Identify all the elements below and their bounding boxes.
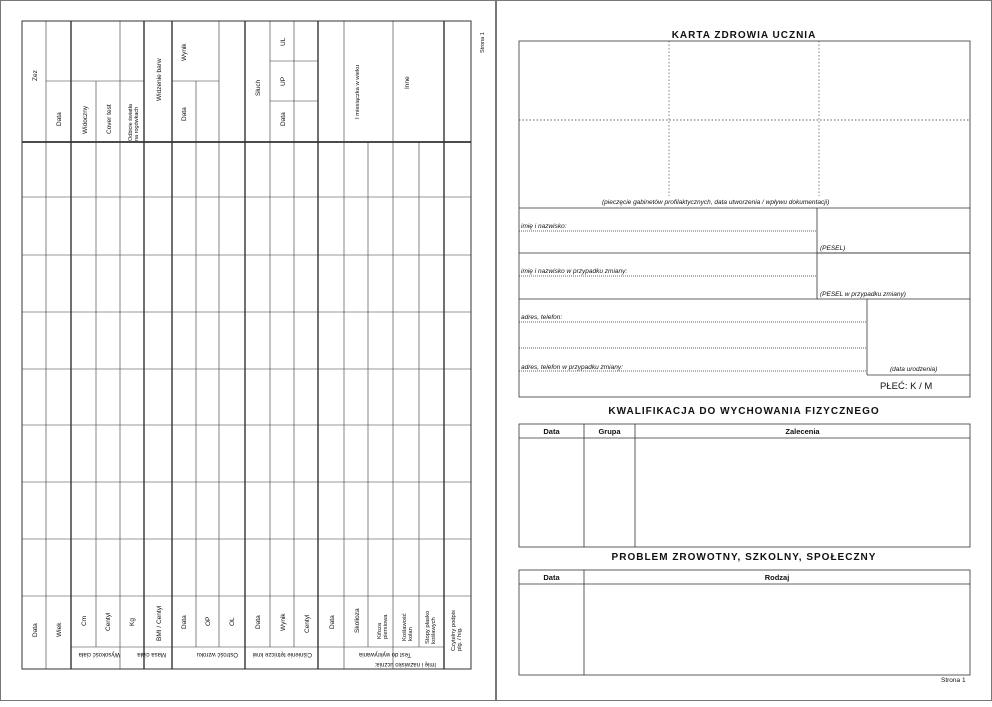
left-page-number: Strona 1: [480, 32, 486, 53]
left-page: [0, 0, 496, 701]
problem-header-data: Data: [543, 573, 560, 582]
kwal-header-grupa: Grupa: [598, 427, 621, 436]
imie-label: imię i nazwisko:: [521, 223, 567, 230]
right-page: [496, 0, 992, 701]
bhdr-ol: OL: [229, 617, 236, 626]
bhdr-data: Data: [32, 623, 39, 637]
right-page-number: Strona 1: [941, 677, 966, 684]
grp-masa: Masa ciała: [137, 651, 166, 657]
hdr-odbicie: Odbicie światłana rogówkach: [128, 104, 140, 141]
bhdr-wynik: Wynik: [280, 613, 287, 631]
bhdr-wiek: Wiek: [56, 622, 63, 637]
hdr-ul: UL: [280, 37, 287, 46]
grp-test: Test do wykrywania: [358, 651, 411, 657]
pesel-label: (PESEL): [820, 245, 846, 252]
hdr-inne: Inne: [404, 76, 411, 89]
pesel-zmiana-label: (PESEL w przypadku zmiany): [820, 291, 906, 298]
hdr-widzenie-barw: Widzenie barw: [156, 58, 163, 101]
imie-zmiana-label: imię i nazwisko w przypadku zmiany:: [521, 268, 628, 275]
bhdr-data-wzrok: Data: [181, 615, 188, 629]
grp-ostrosc: Ostrość wzroku: [196, 651, 238, 657]
bhdr-koslawosc: Koślawośćkolan: [402, 613, 414, 641]
bhdr-cm: Cm: [81, 615, 88, 626]
card-title: KARTA ZDROWIA UCZNIA: [671, 30, 817, 41]
grp-wysokosc: Wysokość ciała: [78, 651, 120, 657]
adres-zmiana-label: adres, telefon w przypadku zmiany:: [521, 364, 623, 371]
problem-title: PROBLEM ZROWOTNY, SZKOLNY, SPOŁECZNY: [611, 552, 877, 563]
hdr-miesiaczka: I miesiączka w wieku: [355, 64, 361, 119]
bhdr-data-cisn: Data: [255, 615, 262, 629]
problem-header-rodzaj: Rodzaj: [764, 573, 790, 582]
plec-label: PŁEĆ: K / M: [880, 381, 933, 392]
bhdr-stopy: Stopy płaskokoślawych: [425, 610, 437, 644]
stamps-caption: (pieczęcie gabinetów profilaktycznych, data utworzenia / wpływu dokumentacji): [602, 199, 830, 206]
hdr-widoczny: Widoczny: [82, 105, 89, 134]
kwal-header-zalecenia: Zalecenia: [785, 427, 820, 436]
bhdr-centyl-2: Centyl: [304, 614, 311, 633]
bhdr-kg: Kg: [129, 618, 136, 626]
bhdr-data-test: Data: [329, 615, 336, 629]
hdr-zez: Zez: [32, 70, 39, 81]
bhdr-podpis: Czytelny podpisplg. / hig.: [451, 610, 463, 651]
kwalifikacja-title: KWALIFIKACJA DO WYCHOWANIA FIZYCZNEGO: [608, 406, 880, 417]
card-frame: [497, 1, 992, 702]
hdr-wynik: Wynik: [181, 43, 188, 61]
adres-label: adres, telefon:: [521, 314, 563, 321]
bhdr-bmi: BMI / Centyl: [156, 605, 163, 641]
bhdr-kifoza: Kifozapiersiowa: [377, 614, 389, 639]
rotated-health-table: [1, 1, 497, 702]
kwal-header-data: Data: [543, 427, 560, 436]
hdr-data-3: Data: [280, 112, 287, 126]
data-urodzenia-label: (data urodzenia): [890, 366, 938, 373]
hdr-data: Data: [56, 112, 63, 126]
hdr-up: UP: [280, 76, 287, 86]
hdr-sluch: Słuch: [255, 79, 262, 96]
bhdr-centyl: Centyl: [105, 612, 112, 631]
grp-imie-ucznia: Imię i nazwisko ucznia:: [374, 661, 436, 667]
hdr-cover-test: Cover test: [106, 104, 113, 134]
bhdr-skolioza: Skolioza: [354, 608, 361, 633]
grp-cisnienie: Ciśnienie tętnicze krwi: [252, 651, 312, 657]
bhdr-op: OP: [205, 616, 212, 626]
hdr-data-2: Data: [181, 107, 188, 121]
